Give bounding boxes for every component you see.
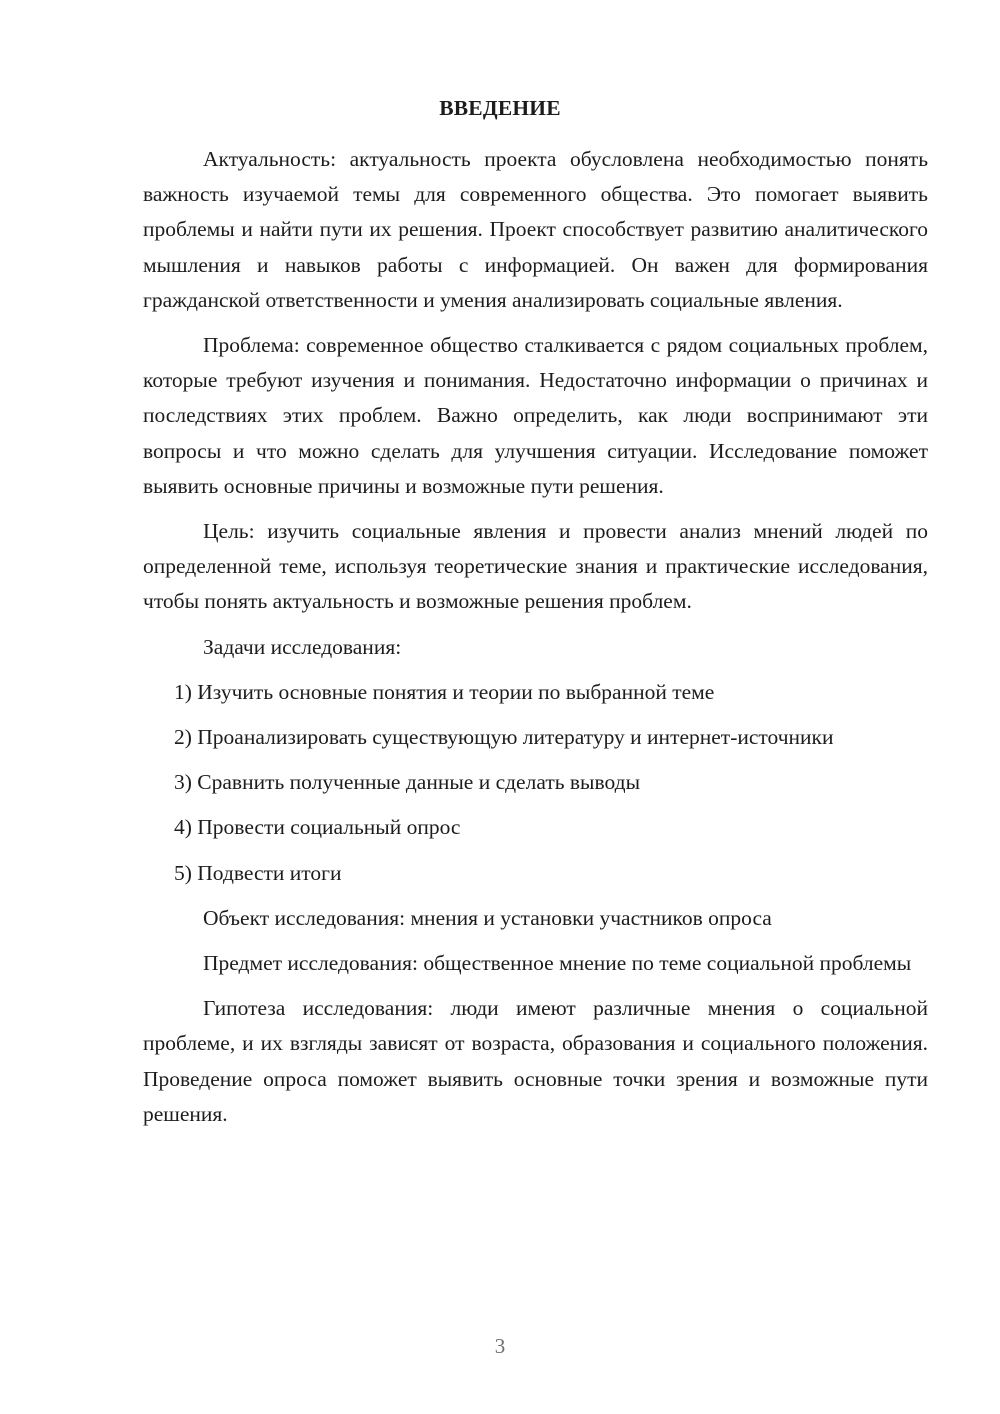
task-item-3: 3) Сравнить полученные данные и сделать выводы [174, 770, 641, 795]
page-title: ВВЕДЕНИЕ [439, 96, 561, 120]
task-item-5: 5) Подвести итоги [174, 860, 342, 885]
page-number: 3 [494, 1334, 506, 1358]
task-item-1: 1) Изучить основные понятия и теории по выбранной теме [174, 679, 715, 704]
task-item-4: 4) Провести социальный опрос [174, 815, 461, 840]
object-paragraph: Объект исследования: мнения и установки участников опроса [203, 905, 772, 930]
document-body [143, 142, 928, 1142]
goal-paragraph: Цель: изучить социальные явления и провести анализ мнений людей по определенной теме, используя теоретические знания и практические исследования, чтобы понять актуальность и возможные решения проблем. [143, 519, 928, 614]
relevance-paragraph: Актуальность: актуальность проекта обусловлена необходимостью понять важность изучаемой темы для современного общества. Это помогает выявить проблемы и найти пути их решения. Проект способствует развитию аналитического мышления и навыков работы с информацией. Он важен для формирования гражданской ответственности и умения анализировать социальные явления. [143, 147, 928, 312]
hypothesis-paragraph: Гипотеза исследования: люди имеют различные мнения о социальной проблеме, и их взгляды зависят от возраста, образования и социального положения. Проведение опроса поможет выявить основные точки зрения и возможные пути решения. [143, 996, 928, 1126]
problem-paragraph: Проблема: современное общество сталкивается с рядом социальных проблем, которые требуют изучения и понимания. Недостаточно информации о причинах и последствиях этих проблем. Важно определить, как люди воспринимают эти вопросы и что можно сделать для улучшения ситуации. Исследование поможет выявить основные причины и возможные пути решения. [143, 333, 928, 498]
subject-paragraph: Предмет исследования: общественное мнение по теме социальной проблемы [203, 951, 912, 976]
tasks-heading: Задачи исследования: [203, 634, 402, 659]
task-item-2: 2) Проанализировать существующую литературу и интернет-источники [174, 725, 834, 750]
